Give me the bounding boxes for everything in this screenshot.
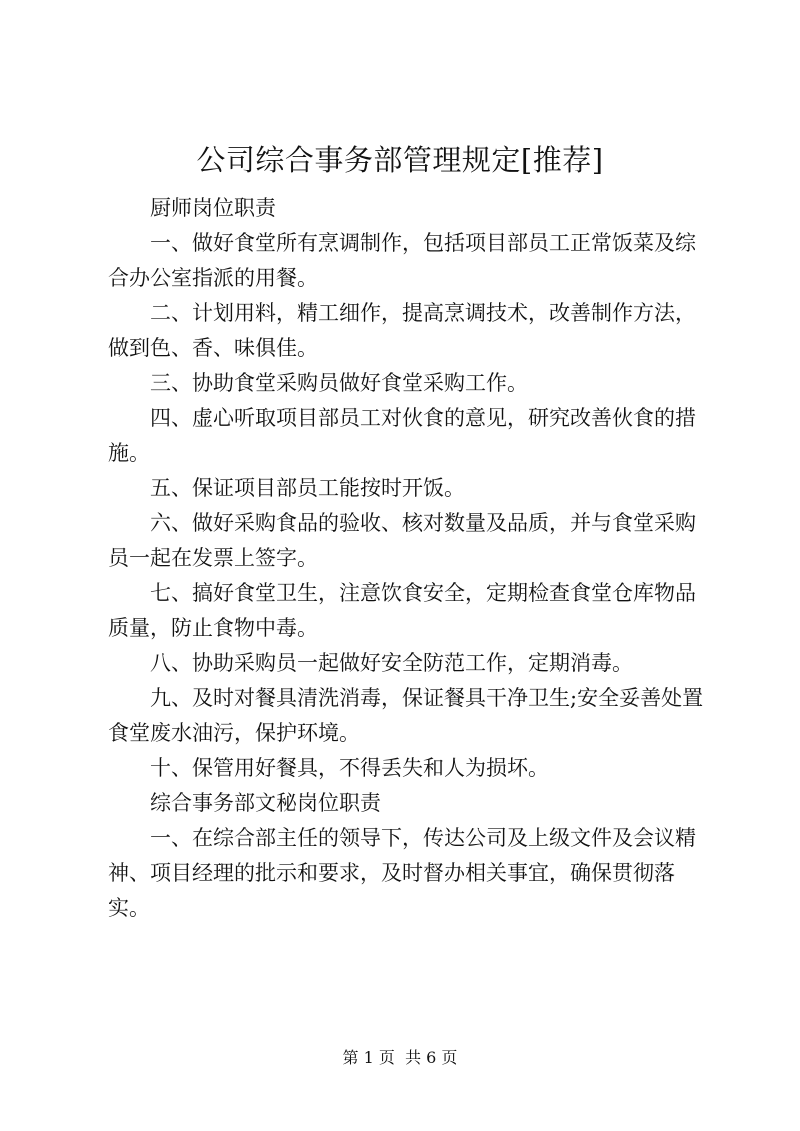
paragraph-chef-duty-4: 四、虚心听取项目部员工对伙食的意见，研究改善伙食的措施。 <box>108 406 696 465</box>
page-number-footer: 第 1 页 共 6 页 <box>342 1048 458 1067</box>
document-title: 公司综合事务部管理规定[推荐] <box>196 143 604 177</box>
paragraph-secretary-duty-1: 一、在综合部主任的领导下，传达公司及上级文件及会议精神、项目经理的批示和要求，及时督办相关事宜，确保贯彻落实。 <box>108 826 696 920</box>
document-body <box>108 191 714 926</box>
paragraph-chef-duty-2: 二、计划用料，精工细作，提高烹调技术，改善制作方法，做到色、香、味俱佳。 <box>108 301 696 360</box>
paragraph-chef-duty-10: 十、保管用好餐具，不得丢失和人为损坏。 <box>150 756 549 780</box>
paragraph-chef-duty-6: 六、做好采购食品的验收、核对数量及品质，并与食堂采购员一起在发票上签字。 <box>108 511 696 570</box>
paragraph-chef-duty-1: 一、做好食堂所有烹调制作，包括项目部员工正常饭菜及综合办公室指派的用餐。 <box>108 231 696 290</box>
paragraph-chef-duty-3: 三、协助食堂采购员做好食堂采购工作。 <box>150 371 528 395</box>
paragraph-secretary-heading: 综合事务部文秘岗位职责 <box>150 791 381 815</box>
paragraph-chef-duty-9: 九、及时对餐具清洗消毒，保证餐具干净卫生;安全妥善处置食堂废水油污，保护环境。 <box>108 686 704 745</box>
paragraph-chef-duty-8: 八、协助采购员一起做好安全防范工作，定期消毒。 <box>150 651 633 675</box>
paragraph-chef-heading: 厨师岗位职责 <box>150 196 276 220</box>
paragraph-chef-duty-7: 七、搞好食堂卫生，注意饮食安全，定期检查食堂仓库物品质量，防止食物中毒。 <box>108 581 696 640</box>
paragraph-chef-duty-5: 五、保证项目部员工能按时开饭。 <box>150 476 465 500</box>
